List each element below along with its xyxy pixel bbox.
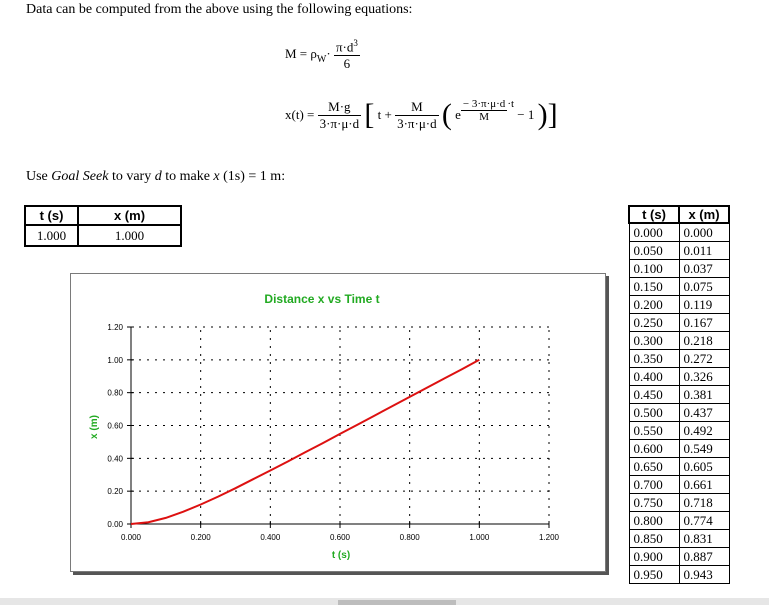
table-row (629, 530, 729, 548)
cell-x[interactable]: 0.549 (679, 440, 729, 458)
paren-open: ( (441, 98, 452, 131)
table-row (629, 260, 729, 278)
cell-x[interactable]: 0.831 (679, 530, 729, 548)
cell-t[interactable]: 0.450 (629, 386, 679, 404)
chart-area (70, 273, 606, 572)
x-tick-label: 0.200 (190, 533, 211, 542)
position-num-1: M·g (318, 99, 362, 116)
cell-t[interactable]: 0.300 (629, 332, 679, 350)
x-tick-label: 0.000 (120, 533, 142, 542)
x-axis-label: t (s) (331, 550, 351, 561)
mass-fraction (334, 38, 360, 72)
y-tick-label: 1.00 (107, 355, 123, 365)
cell-t[interactable]: 0.650 (629, 458, 679, 476)
mass-denominator: 6 (343, 56, 351, 72)
cell-t[interactable]: 0.500 (629, 404, 679, 422)
goal-middle: to vary (108, 169, 155, 184)
cell-x[interactable]: 0.218 (679, 332, 729, 350)
x-tick-label: 1.000 (469, 533, 490, 542)
cell-t[interactable]: 0.550 (629, 422, 679, 440)
cell-x[interactable]: 0.119 (679, 296, 729, 314)
cell-t[interactable]: 0.800 (629, 512, 679, 530)
table-row (629, 350, 729, 368)
table-row (629, 440, 729, 458)
cell-t[interactable]: 0.100 (629, 260, 679, 278)
chart-grid (131, 327, 549, 524)
position-den-1: 3·π·μ·d (319, 115, 360, 131)
goal-middle2: to make (161, 169, 214, 184)
cell-x[interactable]: 0.605 (679, 458, 729, 476)
paren-close: ) (537, 98, 548, 131)
cell-x[interactable]: 0.437 (679, 404, 729, 422)
io-cell-t[interactable]: 1.000 (25, 225, 78, 246)
table-row (629, 314, 729, 332)
t-plus: t + (377, 107, 392, 122)
io-header-t: t (s) (25, 206, 78, 225)
cell-t[interactable]: 0.150 (629, 278, 679, 296)
table-row (629, 476, 729, 494)
goal-seek-instruction (26, 169, 285, 185)
cell-x[interactable]: 0.326 (679, 368, 729, 386)
table-row (629, 566, 729, 584)
table-row (629, 386, 729, 404)
cell-x[interactable]: 0.661 (679, 476, 729, 494)
cell-t[interactable]: 0.750 (629, 494, 679, 512)
y-tick-label: 0.00 (107, 520, 123, 529)
distance-chart (71, 274, 605, 571)
cell-t[interactable]: 0.600 (629, 440, 679, 458)
goal-d-var: d (154, 169, 162, 184)
y-tick-label: 0.80 (107, 388, 123, 398)
table-row (629, 512, 729, 530)
cell-x[interactable]: 0.718 (679, 494, 729, 512)
rho-symbol: ρ (310, 46, 317, 62)
cell-t[interactable]: 0.700 (629, 476, 679, 494)
cell-t[interactable]: 0.250 (629, 314, 679, 332)
position-fraction-2 (395, 99, 439, 132)
series-line (131, 360, 479, 524)
y-tick-label: 0.60 (107, 421, 123, 431)
data-table (628, 205, 730, 584)
goal-seek-table (24, 205, 182, 247)
cell-t[interactable]: 0.400 (629, 368, 679, 386)
cell-x[interactable]: 0.037 (679, 260, 729, 278)
cell-x[interactable]: 0.167 (679, 314, 729, 332)
table-row (629, 548, 729, 566)
y-tick-label: 0.20 (107, 487, 123, 497)
exponent-fraction (461, 98, 507, 123)
io-cell-x[interactable]: 1.000 (78, 225, 181, 246)
table-row (629, 404, 729, 422)
chart-ticks (107, 323, 559, 542)
goal-suffix: (1s) = 1 m: (219, 169, 286, 184)
cell-t[interactable]: 0.950 (629, 566, 679, 584)
exponent-t: ·t (507, 98, 515, 110)
cell-x[interactable]: 0.075 (679, 278, 729, 296)
cell-x[interactable]: 0.774 (679, 512, 729, 530)
e-symbol: e (455, 107, 461, 122)
goal-seek-term: Goal Seek (51, 169, 109, 184)
io-header-x: x (m) (78, 206, 181, 225)
data-header-t: t (s) (629, 206, 679, 223)
position-lhs: x(t) = (285, 107, 315, 122)
cell-t[interactable]: 0.200 (629, 296, 679, 314)
chart-series (131, 360, 479, 524)
cell-x[interactable]: 0.943 (679, 566, 729, 584)
intro-text: Data can be computed from the above using the following equations: (26, 2, 413, 17)
x-tick-label: 0.800 (399, 533, 420, 542)
cell-x[interactable]: 0.492 (679, 422, 729, 440)
position-fraction-1 (318, 99, 362, 132)
x-tick-label: 0.400 (260, 533, 281, 542)
goal-prefix: Use (26, 169, 52, 184)
bracket-open: [ (364, 98, 375, 131)
position-num-2: M (395, 99, 439, 116)
cell-t[interactable]: 0.850 (629, 530, 679, 548)
cell-t[interactable]: 0.000 (629, 223, 679, 242)
scrollbar-thumb[interactable] (338, 600, 456, 605)
x-tick-label: 0.600 (329, 533, 351, 542)
table-row (629, 296, 729, 314)
y-tick-label: 1.20 (107, 323, 123, 332)
table-row (629, 332, 729, 350)
rho-subscript: W (316, 53, 327, 65)
table-row (629, 368, 729, 386)
x-tick-label: 1.200 (538, 533, 560, 542)
y-axis-label: x (m) (89, 415, 100, 439)
goal-x-var: x (213, 169, 220, 184)
table-row (629, 242, 729, 260)
data-header-x: x (m) (679, 206, 729, 223)
cell-x[interactable]: 0.272 (679, 350, 729, 368)
cell-x[interactable]: 0.011 (679, 242, 729, 260)
cell-t[interactable]: 0.050 (629, 242, 679, 260)
position-equation (285, 98, 558, 132)
table-row (629, 422, 729, 440)
chart-title: Distance x vs Time t (264, 292, 380, 306)
position-den-2: 3·π·μ·d (397, 115, 437, 131)
table-row (629, 223, 729, 242)
cell-x[interactable]: 0.381 (679, 386, 729, 404)
y-tick-label: 0.40 (107, 454, 123, 464)
mass-equation: $M = \rho_W\cdot$ $\frac{\pi\cdot d^3}{6}$ (285, 38, 358, 72)
mass-lhs: M = (285, 46, 308, 62)
exponent-den: M (479, 111, 489, 123)
table-row (629, 494, 729, 512)
mass-numerator: π·d (335, 39, 354, 55)
cell-t[interactable]: 0.350 (629, 350, 679, 368)
cell-t[interactable]: 0.900 (629, 548, 679, 566)
minus-one: − 1 (517, 107, 535, 122)
exponent-num: − 3·π·μ·d (462, 98, 506, 110)
table-row (629, 458, 729, 476)
cell-x[interactable]: 0.000 (679, 223, 729, 242)
cell-x[interactable]: 0.887 (679, 548, 729, 566)
mass-exponent: 3 (353, 38, 358, 48)
bracket-close: ] (547, 98, 558, 131)
table-row (629, 278, 729, 296)
